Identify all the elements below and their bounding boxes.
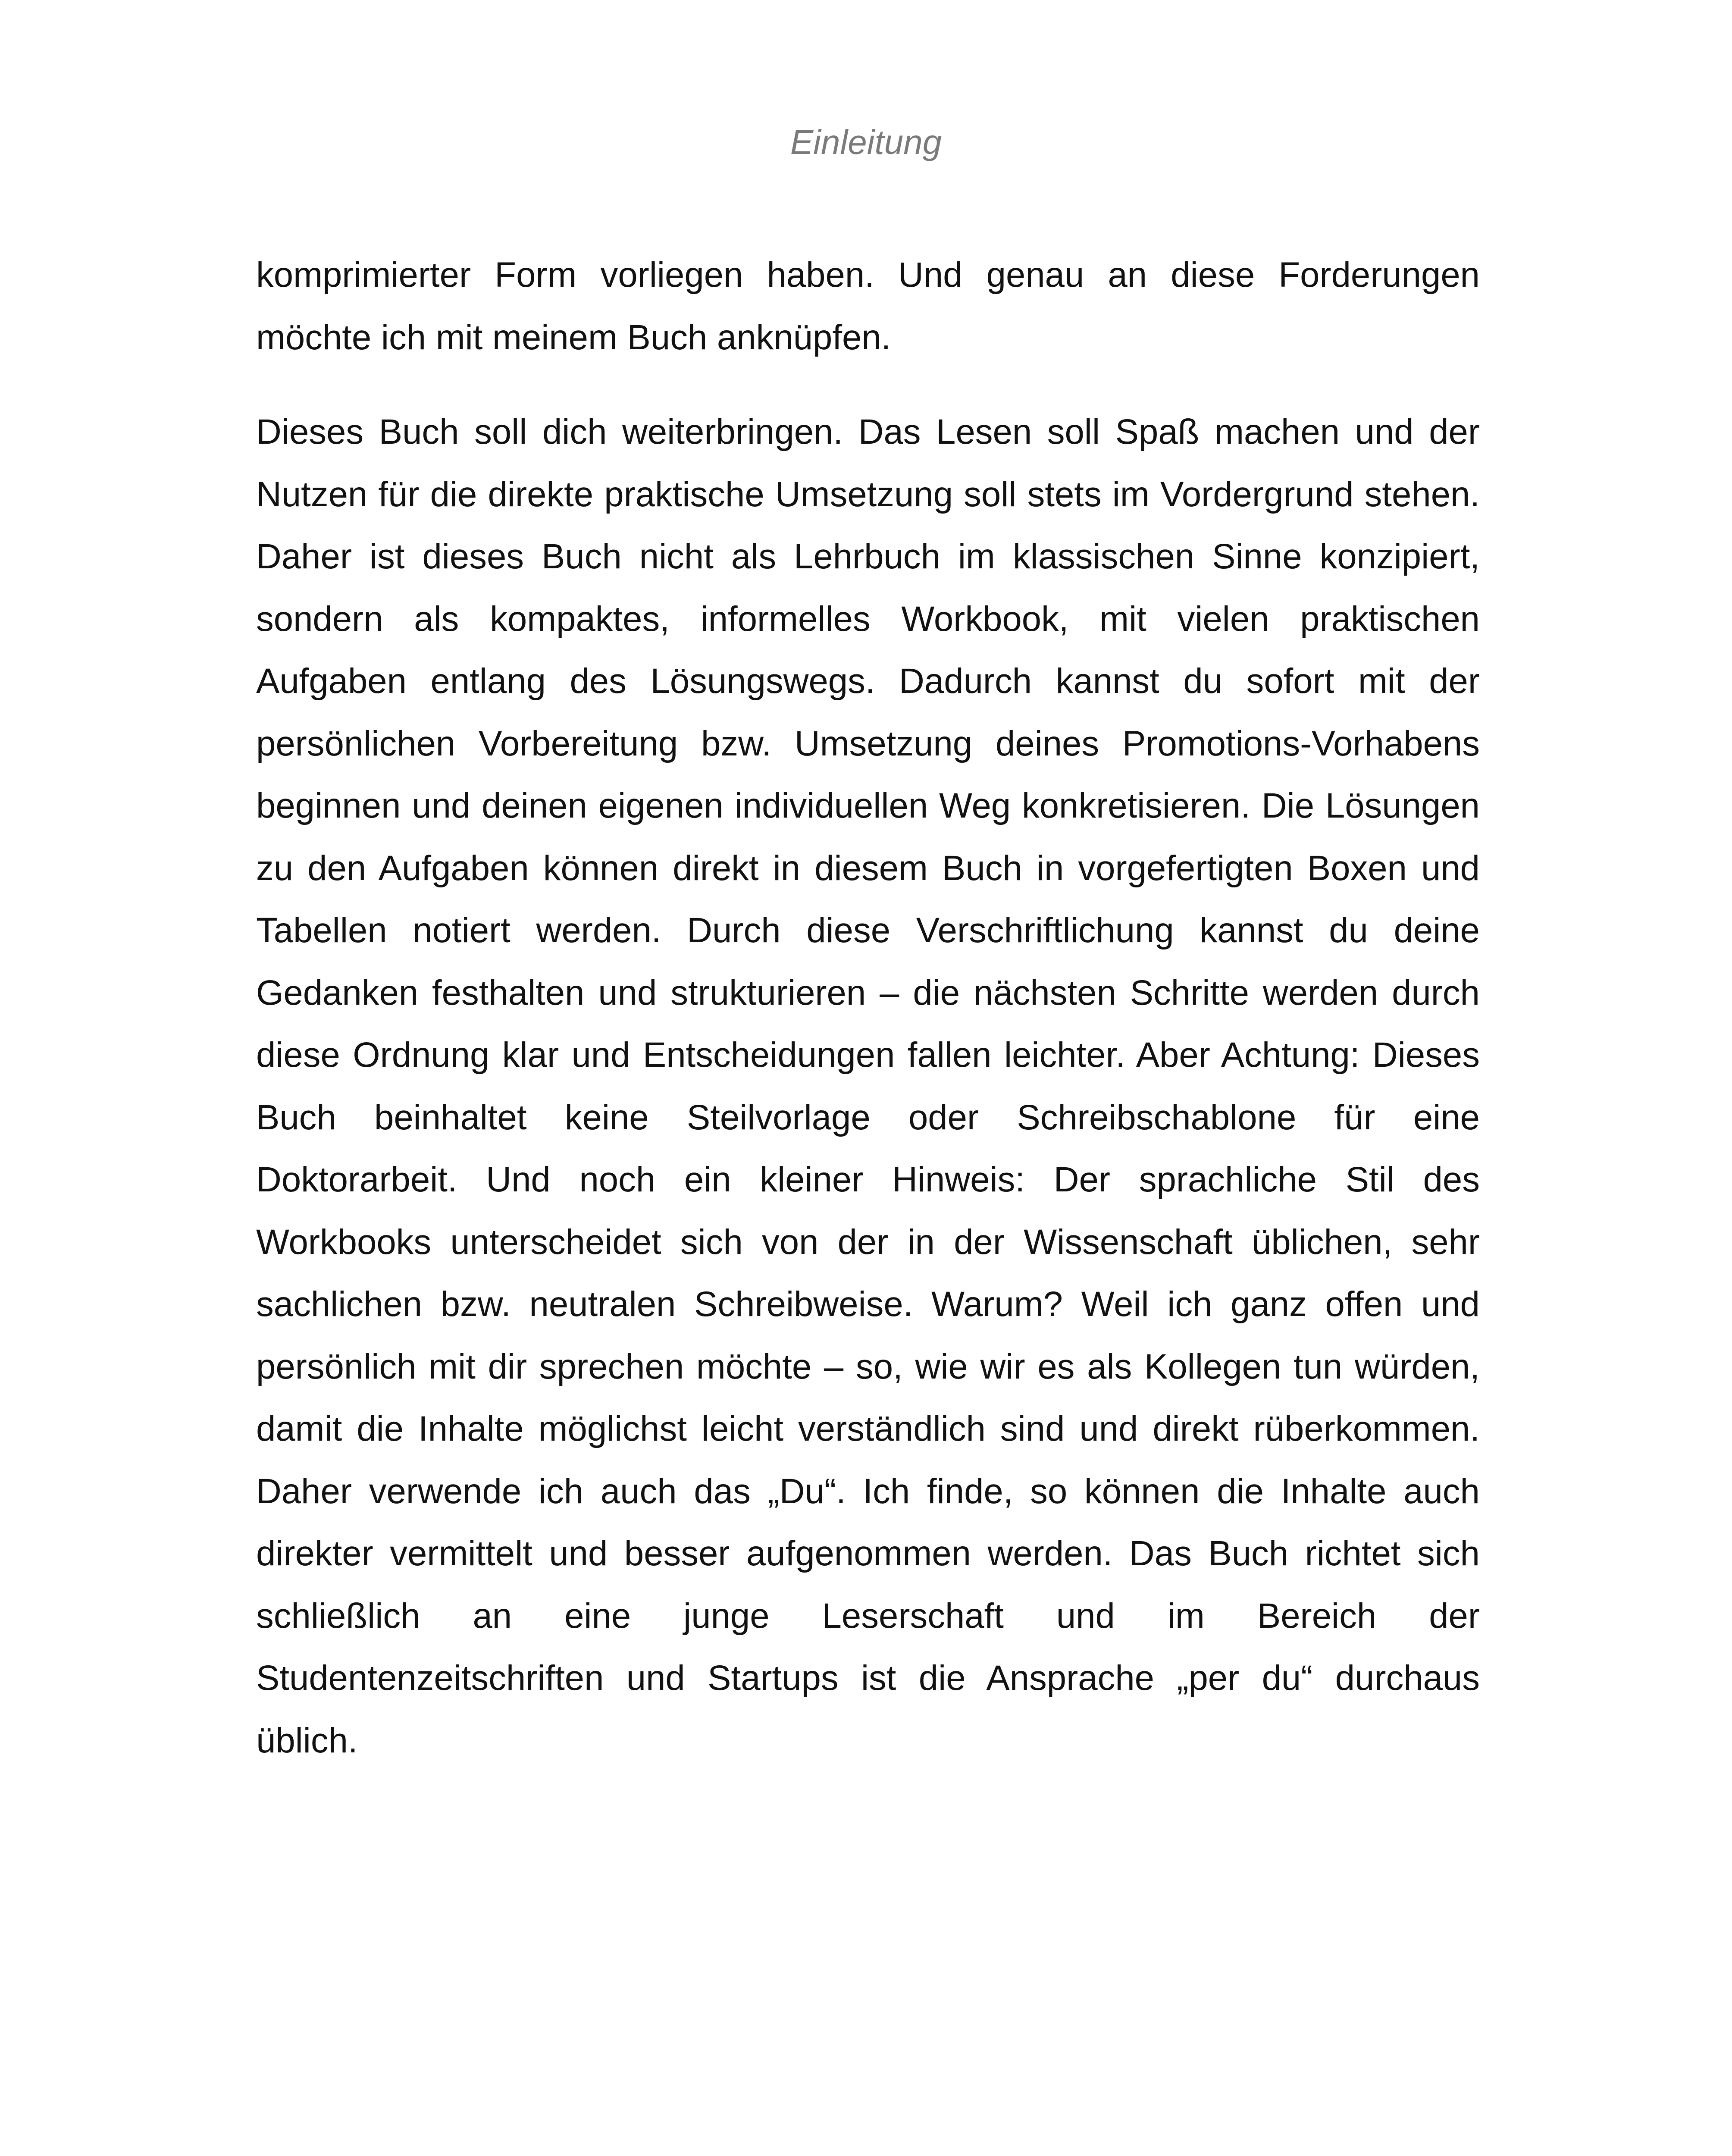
body-text [256, 244, 1480, 1772]
running-header: Einleitung [790, 123, 942, 161]
paragraph: Dieses Buch soll dich weiterbringen. Das Lesen soll Spaß machen und der Nutzen für die direkte praktische Umsetzung soll stets im Vordergrund stehen. Daher ist dieses Buch nicht als Lehrbuch im klassischen Sinne konzipiert, sondern als kompaktes, informelles Workbook, mit vielen praktischen Aufgaben entlang des Lösungswegs. Dadurch kannst du sofort mit der persönlichen Vorbereitung bzw. Umsetzung deines Promotions-Vorhabens beginnen und deinen eigenen individuellen Weg konkretisieren. Die Lösungen zu den Aufgaben können direkt in diesem Buch in vorgefertigten Boxen und Tabellen notiert werden. Durch diese Verschriftlichung kannst du deine Gedanken festhalten und strukturieren – die nächsten Schritte werden durch diese Ordnung klar und Entscheidungen fallen leichter. Aber Achtung: Dieses Buch beinhaltet keine Steilvorlage oder Schreibschablone für eine Doktorarbeit. Und noch ein kleiner Hinweis: Der sprachliche Stil des Workbooks unterscheidet sich von der in der Wissenschaft üblichen, sehr sachlichen bzw. neutralen Schreibweise. Warum? Weil ich ganz offen und persönlich mit dir sprechen möchte – so, wie wir es als Kollegen tun würden, damit die Inhalte möglichst leicht verständlich sind und direkt rüberkommen. Daher verwende ich auch das „Du“. Ich finde, so können die Inhalte auch direkter vermittelt und besser aufgenommen werden. Das Buch richtet sich schließlich an eine junge Leserschaft und im Bereich der Studentenzeitschriften und Startups ist die Ansprache „per du“ durchaus üblich. [256, 412, 1480, 1760]
paragraph: komprimierter Form vorliegen haben. Und genau an diese Forderungen möchte ich mit meinem Buch anknüpfen. [256, 255, 1480, 357]
